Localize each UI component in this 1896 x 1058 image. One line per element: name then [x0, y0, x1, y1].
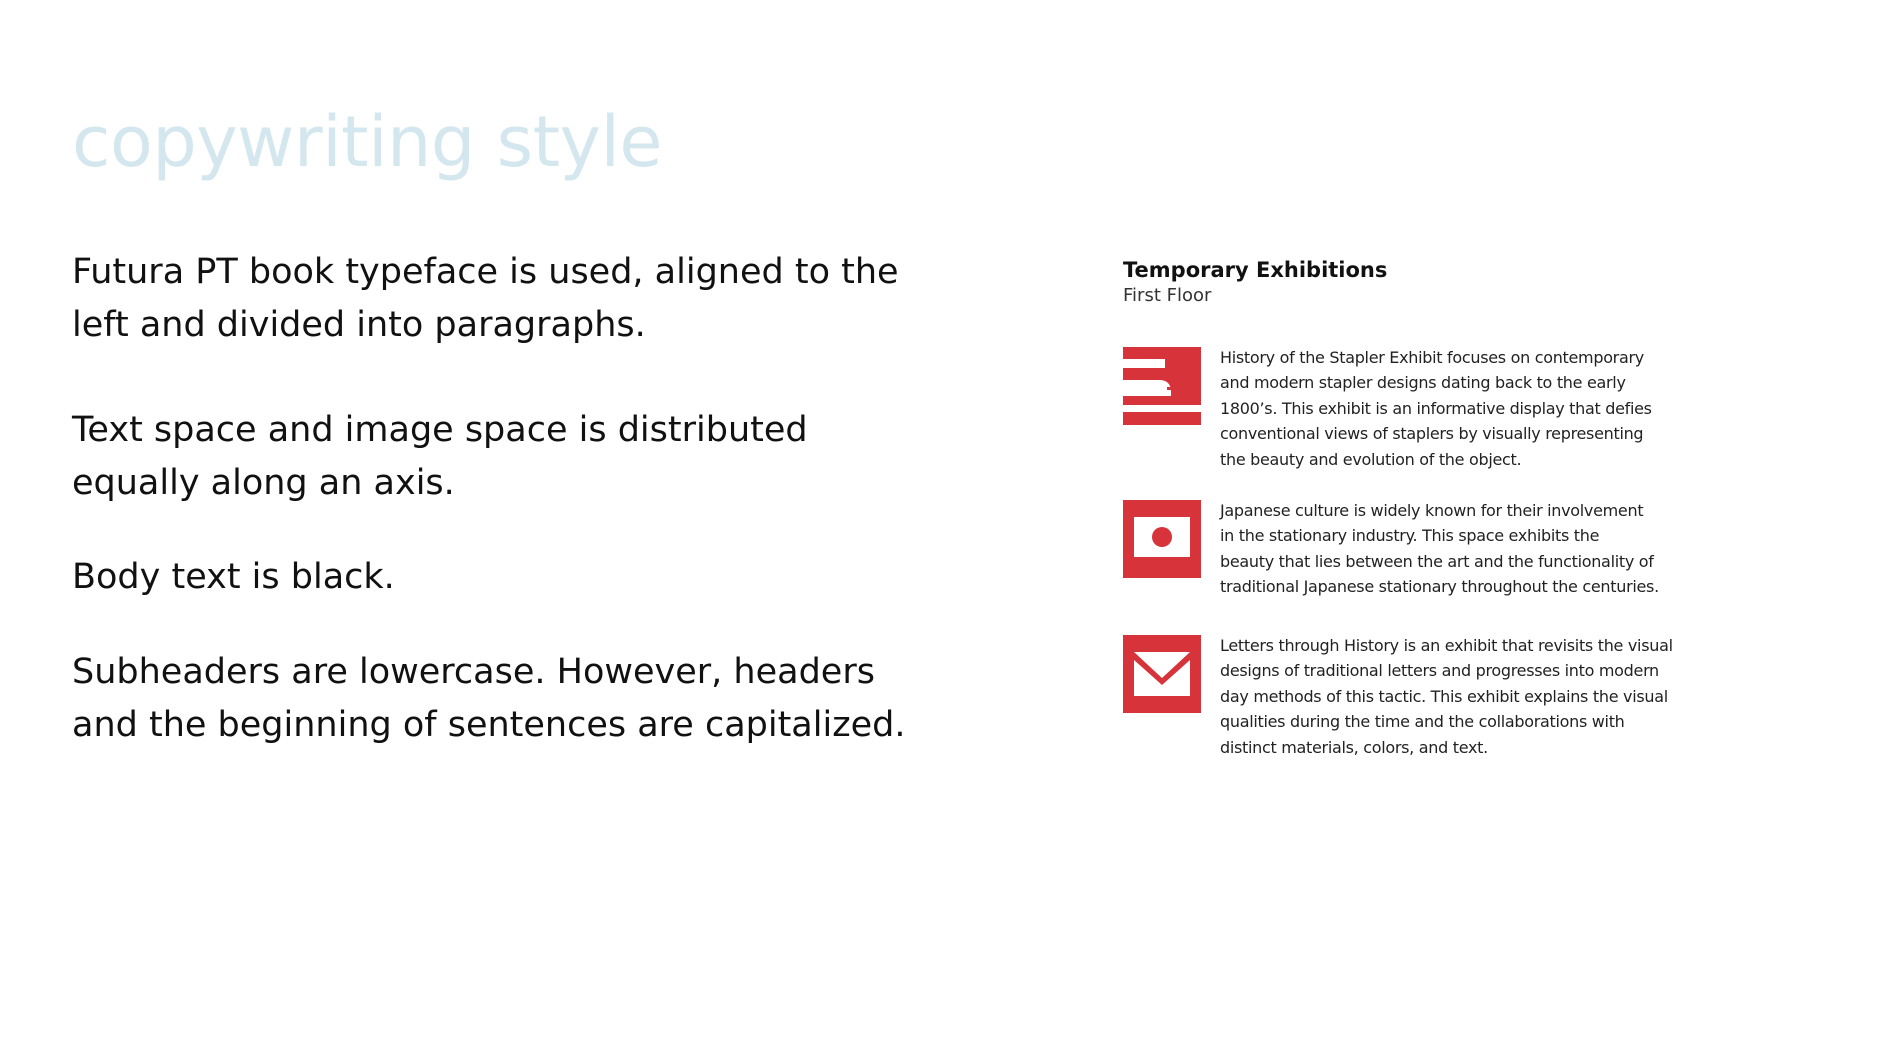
envelope-icon: [1123, 635, 1201, 713]
sample-image: [1123, 250, 1723, 770]
sample-title: Temporary Exhibitions: [1123, 258, 1388, 282]
paragraph-typeface: Futura PT book typeface is used, aligned to the left and divided into paragraphs.: [72, 252, 899, 345]
sample-subtitle: First Floor: [1123, 285, 1212, 306]
stapler-icon: [1123, 347, 1201, 425]
paragraph-body-color: Body text is black.: [72, 557, 395, 597]
slide-title: copywriting style: [72, 101, 662, 183]
paragraph-capitalization: Subheaders are lowercase. However, headers and the beginning of sentences are capitalized.: [72, 652, 906, 745]
exhibit-description-japanese: Japanese culture is widely known for their involvement in the stationary industry. This space exhibits the beauty that lies between the art and the functionality of traditional Japanese stationary throughout the centuries.: [1220, 501, 1659, 597]
exhibit-description-letters: Letters through History is an exhibit that revisits the visual designs of traditional letters and progresses into modern day methods of this tactic. This exhibit explains the visual qualities during the time and the collaborations with distinct materials, colors, and text.: [1220, 636, 1673, 757]
paragraph-layout: Text space and image space is distributed equally along an axis.: [72, 410, 808, 503]
japanese-flag-icon: [1123, 500, 1201, 578]
exhibit-description-stapler: History of the Stapler Exhibit focuses on contemporary and modern stapler designs dating back to the early 1800’s. This exhibit is an informative display that defies conventional views of staplers by visually representing the beauty and evolution of the object.: [1220, 348, 1652, 469]
